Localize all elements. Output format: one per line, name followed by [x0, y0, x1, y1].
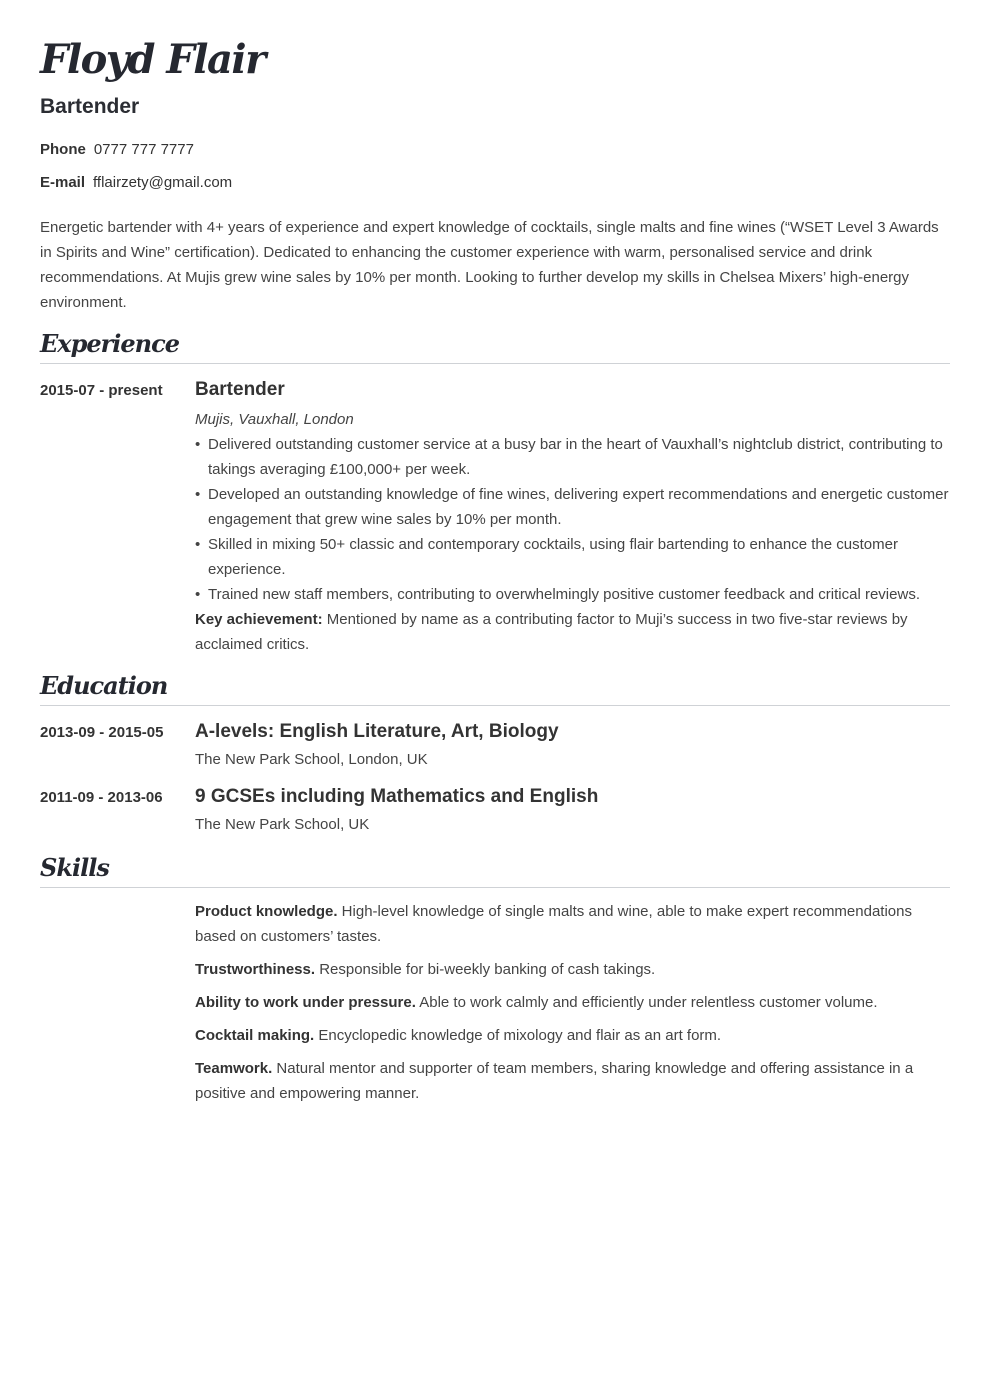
education-school: The New Park School, UK: [195, 816, 370, 833]
key-achievement-label: Key achievement:: [195, 611, 323, 628]
profile-summary: Energetic bartender with 4+ years of experience and expert knowledge of cocktails, single malts and fine wines (“WSET Level 3 Awards in Spirits and Wine” certification). Dedicated to enhancing the customer experience with warm, personalised service and drink recommendations. At Mujis grew wine sales by 10% per month. Looking to further develop my skills in Chelsea Mixers’ high-energy environment.: [40, 219, 939, 311]
list-item: • Trained new staff members, contributing to overwhelmingly positive customer feedback and critical reviews.: [195, 586, 920, 603]
phone-value: 0777 777 7777: [93, 141, 194, 158]
education-dates-1: 2013-09 - 2015-05: [40, 724, 164, 741]
candidate-role: Bartender: [40, 95, 140, 118]
skill-item: Trustworthiness. Responsible for bi-weekly banking of cash takings.: [195, 961, 656, 978]
education-entry-1: [195, 719, 950, 772]
job-entry: [195, 377, 950, 657]
email-label: E-mail: [40, 174, 86, 191]
job-dates: 2015-07 - present: [40, 382, 163, 399]
education-degree: 9 GCSEs including Mathematics and English: [195, 786, 599, 807]
list-item: • Delivered outstanding customer service at a busy bar in the heart of Vauxhall’s nightclub district, contributing to takings averaging £100,000+ per week.: [195, 436, 943, 478]
job-company: Mujis, Vauxhall, London: [195, 411, 354, 428]
skill-item: Teamwork. Natural mentor and supporter of team members, sharing knowledge and offering assistance in a positive and empowering manner.: [195, 1060, 914, 1102]
phone-row: [40, 140, 194, 160]
email-row: [40, 173, 232, 193]
skills-list: [195, 899, 950, 1114]
skill-item: Cocktail making. Encyclopedic knowledge of mixology and flair as an art form.: [195, 1027, 722, 1044]
job-title: Bartender: [195, 379, 285, 400]
key-achievement: [195, 607, 950, 657]
education-school: The New Park School, London, UK: [195, 751, 428, 768]
list-item: • Developed an outstanding knowledge of fine wines, delivering expert recommendations and energetic customer engagement that grew wine sales by 10% per month.: [195, 486, 949, 528]
list-item: • Skilled in mixing 50+ classic and contemporary cocktails, using flair bartending to enhance the customer experience.: [195, 536, 898, 578]
key-achievement-text: Mentioned by name as a contributing factor to Muji’s success in two five-star reviews by acclaimed critics.: [195, 611, 908, 653]
experience-heading: Experience: [40, 327, 950, 364]
skill-item: Ability to work under pressure. Able to work calmly and efficiently under relentless customer volume.: [195, 994, 878, 1011]
phone-label: Phone: [40, 141, 86, 158]
education-degree: A-levels: English Literature, Art, Biology: [195, 721, 559, 742]
candidate-name: Floyd Flair: [40, 36, 265, 83]
email-value[interactable]: fflairzety@gmail.com: [93, 174, 233, 191]
skill-item: Product knowledge. High-level knowledge of single malts and wine, able to make expert recommendations based on customers’ tastes.: [195, 903, 912, 945]
education-entry-2: [195, 784, 950, 837]
education-dates-2: 2011-09 - 2013-06: [40, 789, 163, 806]
education-heading: Education: [40, 669, 950, 706]
skills-heading: Skills: [40, 851, 950, 888]
job-bullets: [195, 432, 950, 607]
